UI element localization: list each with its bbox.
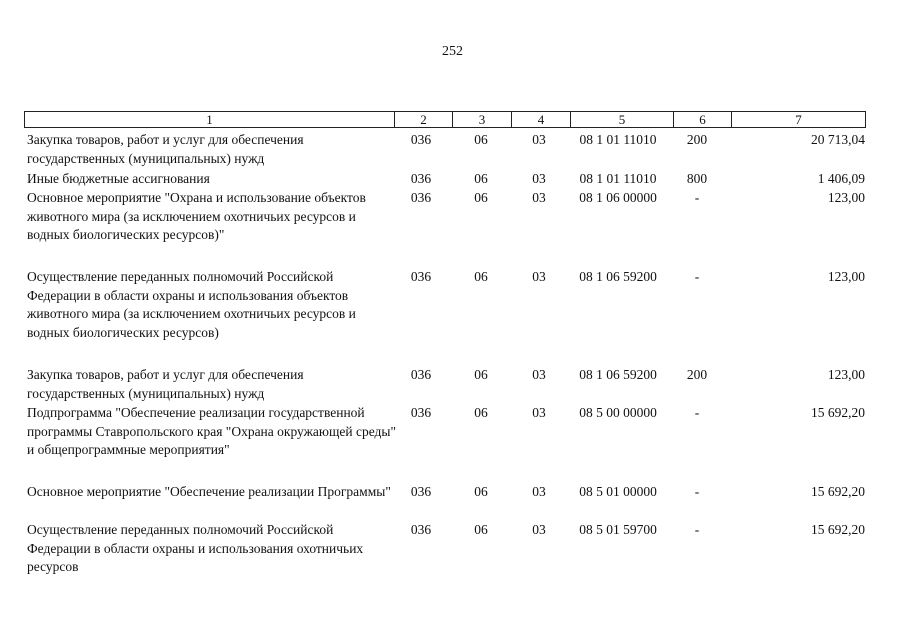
row-name: Закупка товаров, работ и услуг для обеспечения государственных (муниципальных) нужд <box>27 367 304 401</box>
row-code-section: 06 <box>474 171 488 186</box>
row-amount: 15 692,20 <box>811 405 865 420</box>
row-code-subsection: 03 <box>532 367 546 382</box>
header-col-5: 5 <box>570 112 673 127</box>
row-code-target: 08 1 01 11010 <box>579 132 657 147</box>
row-code-subsection: 03 <box>532 269 546 284</box>
header-col-1: 1 <box>206 112 213 127</box>
row-name: Закупка товаров, работ и услуг для обеспечения государственных (муниципальных) нужд <box>27 132 304 166</box>
row-code-admin: 036 <box>410 269 432 284</box>
table-header <box>24 111 866 128</box>
row-code-expense-type: - <box>694 522 700 537</box>
row-code-target: 08 1 06 00000 <box>579 190 657 205</box>
row-amount: 15 692,20 <box>811 484 865 499</box>
row-code-subsection: 03 <box>532 171 546 186</box>
row-amount: 123,00 <box>827 190 865 205</box>
row-amount: 15 692,20 <box>811 522 865 537</box>
row-code-section: 06 <box>474 132 488 147</box>
row-code-target: 08 1 06 59200 <box>579 367 657 382</box>
row-amount: 123,00 <box>827 269 865 284</box>
row-name: Основное мероприятие "Охрана и использование объектов животного мира (за исключением охотничьих ресурсов и водных биологических ресурсов)" <box>27 190 366 242</box>
header-col-3: 3 <box>452 112 511 127</box>
row-code-expense-type: 800 <box>686 171 708 186</box>
row-code-subsection: 03 <box>532 522 546 537</box>
row-code-section: 06 <box>474 405 488 420</box>
row-name: Подпрограмма "Обеспечение реализации государственной программы Ставропольского края "Охрана окружающей среды" и общепрограммные мероприятия" <box>27 405 397 457</box>
row-code-target: 08 5 00 00000 <box>579 405 657 420</box>
row-code-expense-type: 200 <box>686 132 708 147</box>
header-col-4: 4 <box>511 112 570 127</box>
row-code-expense-type: 200 <box>686 367 708 382</box>
row-code-target: 08 1 01 11010 <box>579 171 657 186</box>
row-code-expense-type: - <box>694 405 700 420</box>
row-code-target: 08 5 01 59700 <box>579 522 657 537</box>
row-name: Осуществление переданных полномочий Российской Федерации в области охраны и использования объектов животного мира (за исключением охотничьих ресурсов и водных биологических ресурсов) <box>27 269 356 340</box>
row-code-section: 06 <box>474 522 488 537</box>
row-code-subsection: 03 <box>532 132 546 147</box>
page-number: 252 <box>442 44 463 59</box>
row-name: Осуществление переданных полномочий Российской Федерации в области охраны и использования охотничьих ресурсов <box>27 522 364 574</box>
header-col-2: 2 <box>394 112 452 127</box>
row-code-section: 06 <box>474 190 488 205</box>
header-col-7: 7 <box>731 112 865 127</box>
row-code-admin: 036 <box>410 405 432 420</box>
header-col-6: 6 <box>673 112 731 127</box>
row-code-subsection: 03 <box>532 190 546 205</box>
row-code-admin: 036 <box>410 367 432 382</box>
row-code-expense-type: - <box>694 269 700 284</box>
row-code-subsection: 03 <box>532 484 546 499</box>
row-code-expense-type: - <box>694 484 700 499</box>
row-code-section: 06 <box>474 367 488 382</box>
row-name: Основное мероприятие "Обеспечение реализации Программы" <box>27 484 391 499</box>
row-code-target: 08 1 06 59200 <box>579 269 657 284</box>
row-amount: 1 406,09 <box>817 171 865 186</box>
row-name: Иные бюджетные ассигнования <box>27 171 210 186</box>
row-code-expense-type: - <box>694 190 700 205</box>
row-amount: 123,00 <box>827 367 865 382</box>
row-code-admin: 036 <box>410 190 432 205</box>
row-code-section: 06 <box>474 484 488 499</box>
row-code-admin: 036 <box>410 484 432 499</box>
row-code-admin: 036 <box>410 171 432 186</box>
row-code-target: 08 5 01 00000 <box>579 484 657 499</box>
row-amount: 20 713,04 <box>811 132 865 147</box>
row-code-subsection: 03 <box>532 405 546 420</box>
row-code-section: 06 <box>474 269 488 284</box>
row-code-admin: 036 <box>410 132 432 147</box>
row-code-admin: 036 <box>410 522 432 537</box>
